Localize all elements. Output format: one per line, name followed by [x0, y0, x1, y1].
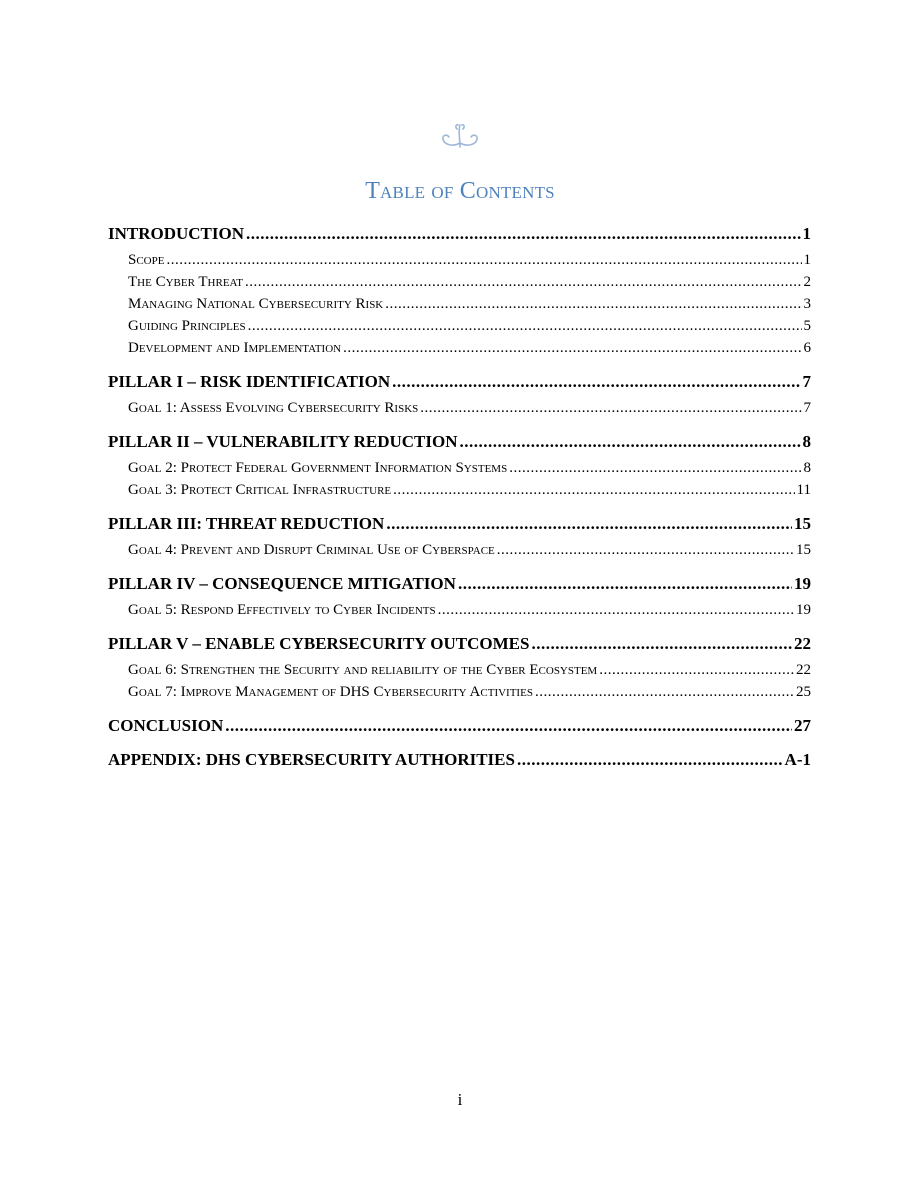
- toc-entry-label: Managing National Cybersecurity Risk: [128, 296, 384, 312]
- toc-section-entry[interactable]: [108, 634, 811, 658]
- toc-entry-page: 22: [796, 662, 811, 678]
- toc-entry-label: CONCLUSION: [108, 716, 224, 735]
- toc-leader-dots: [343, 340, 801, 357]
- toc-entry-label: Goal 1: Assess Evolving Cybersecurity Risks: [128, 400, 419, 416]
- toc-leader-dots: [531, 634, 792, 654]
- toc-section-entry[interactable]: [108, 372, 811, 396]
- toc-entry-label: PILLAR IV – CONSEQUENCE MITIGATION: [108, 574, 456, 593]
- toc-entry-label: PILLAR III: THREAT REDUCTION: [108, 514, 385, 533]
- toc-leader-dots: [517, 750, 783, 770]
- toc-entry-page: 1: [803, 252, 811, 268]
- toc-entry-page: 7: [803, 400, 811, 416]
- toc-entry-page: 8: [803, 460, 811, 476]
- toc-subsection-entry[interactable]: [108, 460, 811, 482]
- toc-entry-label: Goal 5: Respond Effectively to Cyber Incidents: [128, 602, 436, 618]
- toc-entry-label: PILLAR V – ENABLE CYBERSECURITY OUTCOMES: [108, 634, 530, 653]
- toc-subsection-entry[interactable]: [108, 252, 811, 274]
- toc-subsection-entry[interactable]: [108, 400, 811, 422]
- toc-entry-page: 8: [802, 432, 811, 451]
- toc-subsection-entry[interactable]: [108, 482, 811, 504]
- toc-section-entry[interactable]: [108, 574, 811, 598]
- toc-entry-page: 19: [794, 574, 811, 593]
- toc-subsection-entry[interactable]: [108, 602, 811, 624]
- toc-entry-label: Goal 3: Protect Critical Infrastructure: [128, 482, 392, 498]
- toc-leader-dots: [535, 684, 794, 701]
- toc-section-entry[interactable]: [108, 716, 811, 740]
- toc-entry-page: 7: [802, 372, 811, 391]
- toc-leader-dots: [166, 252, 801, 269]
- toc-subsection-entry[interactable]: [108, 542, 811, 564]
- toc-entry-label: Scope: [128, 252, 165, 268]
- toc-entry-page: 6: [803, 340, 811, 356]
- toc-entry-page: 3: [803, 296, 811, 312]
- toc-entry-page: 15: [794, 514, 811, 533]
- toc-entry-page: 1: [802, 224, 811, 243]
- toc-subsection-entry[interactable]: [108, 274, 811, 296]
- toc-leader-dots: [458, 574, 792, 594]
- toc-entry-label: INTRODUCTION: [108, 224, 245, 243]
- toc-entry-label: Goal 4: Prevent and Disrupt Criminal Use of Cyberspace: [128, 542, 495, 558]
- toc-entry-label: APPENDIX: DHS CYBERSECURITY AUTHORITIES: [108, 750, 515, 769]
- toc-entry-page: 11: [796, 482, 811, 498]
- toc-subsection-entry[interactable]: [108, 662, 811, 684]
- toc-leader-dots: [460, 432, 801, 452]
- toc-subsection-entry[interactable]: [108, 340, 811, 362]
- toc-entry-page: 5: [803, 318, 811, 334]
- page-number: i: [457, 1090, 463, 1109]
- toc-subsection-entry[interactable]: [108, 296, 811, 318]
- toc-entry-page: 2: [803, 274, 811, 290]
- toc-leader-dots: [385, 296, 801, 313]
- toc-subsection-entry[interactable]: [108, 684, 811, 706]
- toc-leader-dots: [246, 224, 800, 244]
- toc-leader-dots: [438, 602, 794, 619]
- toc-leader-dots: [497, 542, 794, 559]
- toc-section-entry[interactable]: [108, 750, 811, 774]
- toc-entry-label: Goal 6: Strengthen the Security and reliability of the Cyber Ecosystem: [128, 662, 598, 678]
- toc-entry-label: PILLAR I – RISK IDENTIFICATION: [108, 372, 391, 391]
- toc-leader-dots: [420, 400, 801, 417]
- toc-leader-dots: [599, 662, 794, 679]
- toc-entry-page: 22: [794, 634, 811, 653]
- toc-entry-label: The Cyber Threat: [128, 274, 244, 290]
- toc-leader-dots: [509, 460, 801, 477]
- toc-entry-page: 19: [796, 602, 811, 618]
- table-of-contents: [108, 218, 811, 778]
- toc-entry-label: Goal 7: Improve Management of DHS Cybersecurity Activities: [128, 684, 533, 700]
- toc-entry-page: A-1: [784, 750, 811, 769]
- toc-entry-label: Goal 2: Protect Federal Government Information Systems: [128, 460, 508, 476]
- toc-entry-page: 15: [796, 542, 811, 558]
- toc-leader-dots: [393, 482, 794, 499]
- scroll-ornament-icon: [439, 121, 481, 151]
- toc-entry-page: 25: [796, 684, 811, 700]
- toc-leader-dots: [245, 274, 801, 291]
- toc-entry-label: Development and Implementation: [128, 340, 342, 356]
- toc-entry-page: 27: [794, 716, 811, 735]
- toc-subsection-entry[interactable]: [108, 318, 811, 340]
- toc-section-entry[interactable]: [108, 432, 811, 456]
- toc-entry-label: PILLAR II – VULNERABILITY REDUCTION: [108, 432, 458, 451]
- toc-leader-dots: [225, 716, 792, 736]
- toc-leader-dots: [386, 514, 792, 534]
- toc-section-entry[interactable]: [108, 224, 811, 248]
- toc-leader-dots: [392, 372, 800, 392]
- toc-leader-dots: [248, 318, 802, 335]
- toc-entry-label: Guiding Principles: [128, 318, 246, 334]
- toc-title: Table of Contents: [365, 178, 555, 204]
- toc-section-entry[interactable]: [108, 514, 811, 538]
